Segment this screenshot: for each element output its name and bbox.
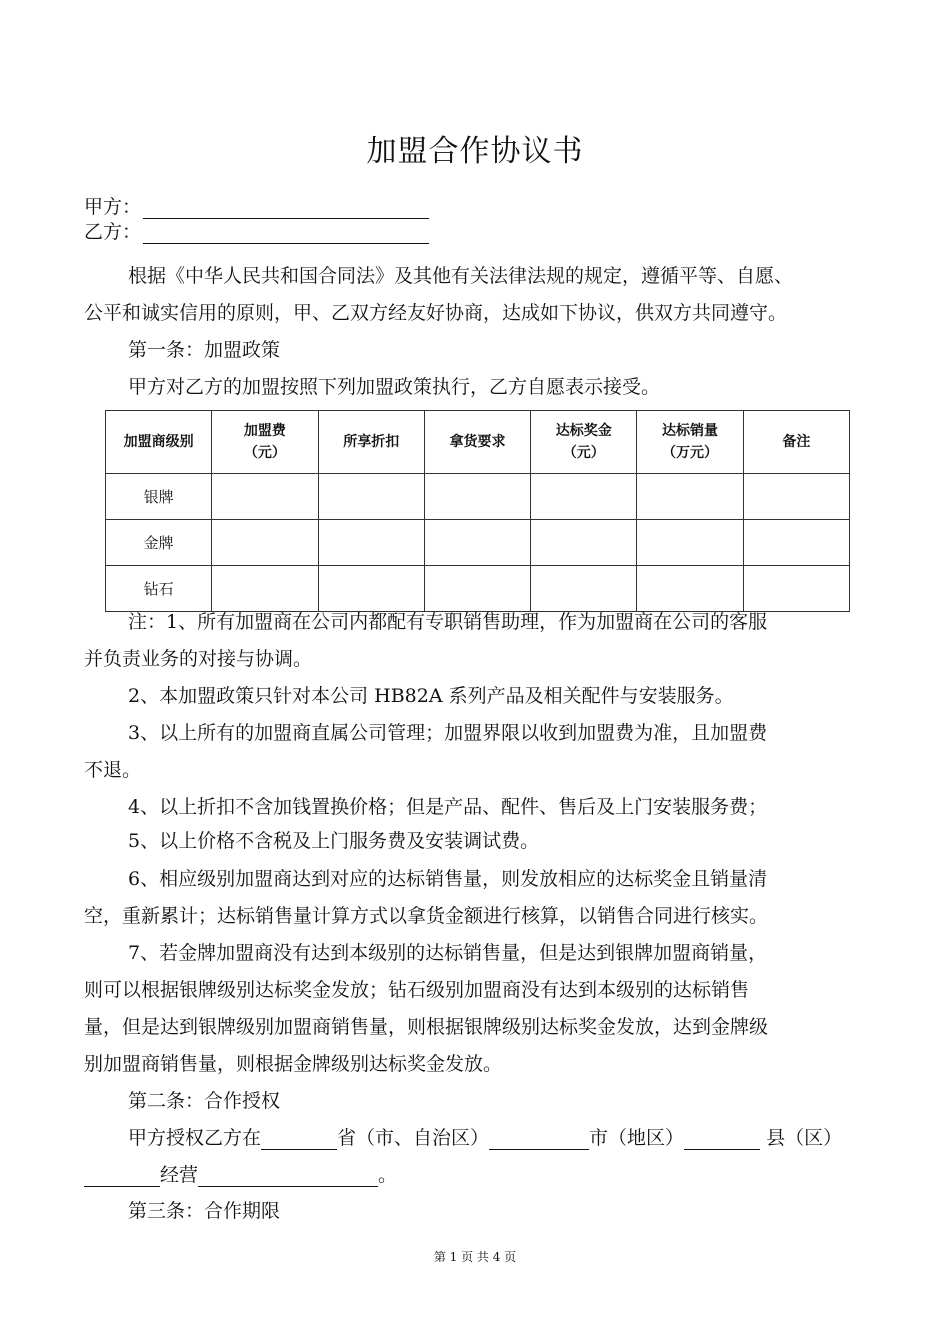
row-level-gold: 金牌 [106,520,212,566]
note-6-line-2: 空，重新累计；达标销售量计算方式以拿货金额进行核算，以销售合同进行核实。 [84,905,769,927]
article-2-text-2: 省（市、自治区） [337,1127,490,1149]
table-cell[interactable] [212,520,318,566]
article-2-text-6: 。 [378,1164,398,1186]
table-row [106,474,850,520]
note-6-line-1: 6、相应级别加盟商达到对应的达标销售量，则发放相应的达标奖金且销量清 [128,868,768,890]
article-2-line-2 [84,1163,874,1187]
header-level: 加盟商级别 [106,411,212,474]
table-cell[interactable] [743,520,849,566]
table-cell[interactable] [743,474,849,520]
business-scope-blank[interactable] [198,1166,378,1187]
province-blank[interactable] [261,1129,337,1150]
note-2: 2、本加盟政策只针对本公司 HB82A 系列产品及相关配件与安装服务。 [128,685,734,707]
party-b-line [84,220,429,244]
intro-line-1: 根据《中华人民共和国合同法》及其他有关法律法规的规定，遵循平等、自愿、 [128,265,794,287]
row-level-diamond: 钻石 [106,566,212,612]
row-level-silver: 银牌 [106,474,212,520]
table-cell[interactable] [318,566,424,612]
table-cell[interactable] [424,474,530,520]
table-row [106,566,850,612]
page-footer: 第 1 页 共 4 页 [433,1250,517,1264]
city-blank[interactable] [489,1129,589,1150]
note-3-line-1: 3、以上所有的加盟商直属公司管理；加盟界限以收到加盟费为准，且加盟费 [128,722,768,744]
note-7-line-3: 量，但是达到银牌级别加盟商销售量，则根据银牌级别达标奖金发放，达到金牌级 [84,1016,769,1038]
note-4: 4、以上折扣不含加钱置换价格；但是产品、配件、售后及上门安装服务费； [128,796,768,818]
note-1-line-2: 并负责业务的对接与协调。 [84,648,313,670]
table-cell[interactable] [318,474,424,520]
table-cell[interactable] [637,520,743,566]
table-cell[interactable] [743,566,849,612]
note-7-line-2: 则可以根据银牌级别达标奖金发放；钻石级别加盟商没有达到本级别的达标销售 [84,979,750,1001]
party-b-label: 乙方： [84,221,142,243]
note-1-line-1: 注：1、所有加盟商在公司内都配有专职销售助理，作为加盟商在公司的客服 [128,611,768,633]
header-discount: 所享折扣 [318,411,424,474]
article-1-heading: 第一条：加盟政策 [128,339,281,361]
table-row [106,520,850,566]
table-cell[interactable] [212,566,318,612]
article-3-heading: 第三条：合作期限 [128,1200,281,1222]
party-a-line [84,195,429,219]
note-3-line-2: 不退。 [84,759,142,781]
header-bonus: 达标奖金 （元） [531,411,637,474]
table-cell[interactable] [318,520,424,566]
table-cell[interactable] [531,474,637,520]
article-2-text-3: 市（地区） [589,1127,685,1149]
note-7-line-1: 7、若金牌加盟商没有达到本级别的达标销售量，但是达到银牌加盟商销量， [128,942,768,964]
article-2-line-1 [84,1126,918,1150]
table-cell[interactable] [424,520,530,566]
party-b-blank[interactable] [143,225,429,244]
note-5: 5、以上价格不含税及上门服务费及安装调试费。 [128,830,540,852]
header-fee: 加盟费 （元） [212,411,318,474]
table-header-row [106,411,850,474]
table-cell[interactable] [531,566,637,612]
document-title: 加盟合作协议书 [366,134,584,169]
table-cell[interactable] [637,566,743,612]
party-a-label: 甲方： [84,196,142,218]
header-remarks: 备注 [743,411,849,474]
table-cell[interactable] [531,520,637,566]
table-cell[interactable] [637,474,743,520]
intro-line-2: 公平和诚实信用的原则，甲、乙双方经友好协商，达成如下协议，供双方共同遵守。 [84,302,788,324]
article-1-text: 甲方对乙方的加盟按照下列加盟政策执行，乙方自愿表示接受。 [128,376,661,398]
header-purchase-requirement: 拿货要求 [424,411,530,474]
article-2-text-1: 甲方授权乙方在 [128,1127,262,1149]
header-sales-target: 达标销量 （万元） [637,411,743,474]
article-2-heading: 第二条：合作授权 [128,1090,281,1112]
table-cell[interactable] [424,566,530,612]
franchise-policy-table [105,410,850,612]
note-7-line-4: 别加盟商销售量，则根据金牌级别达标奖金发放。 [84,1053,503,1075]
article-2-text-5: 经营 [160,1164,199,1186]
party-a-blank[interactable] [143,200,429,219]
county-blank[interactable] [684,1129,760,1150]
table-cell[interactable] [212,474,318,520]
article-2-text-4: 县（区） [760,1127,843,1149]
district-blank[interactable] [84,1166,160,1187]
